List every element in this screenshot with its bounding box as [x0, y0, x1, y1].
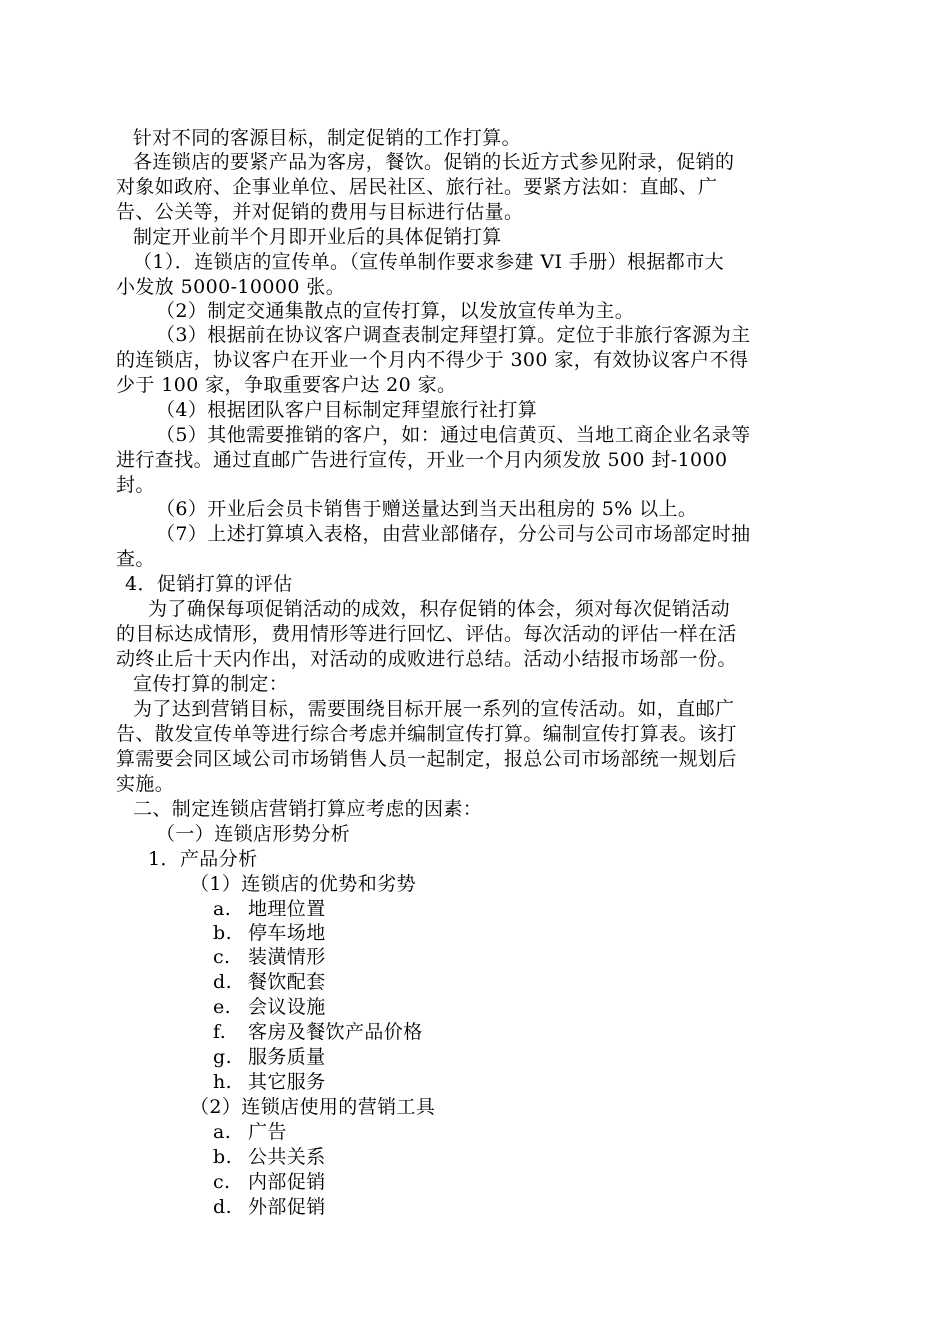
publicity-line-3: 算需要会同区域公司市场销售人员一起制定，报总公司市场部统一规划后 — [116, 748, 737, 770]
list-item — [213, 1195, 326, 1220]
item-7-line-2: 查。 — [116, 548, 155, 570]
list-marker: f. — [213, 1021, 227, 1043]
list-item-label: 装潢情形 — [248, 946, 326, 968]
list-marker: b. — [213, 1146, 233, 1168]
list-item-label: 服务质量 — [248, 1046, 326, 1068]
product-analysis-heading: 1．产品分析 — [148, 848, 258, 870]
section-4-heading: 4．促销打算的评估 — [125, 573, 293, 595]
item-4: （4）根据团队客户目标制定拜望旅行社打算 — [156, 399, 538, 421]
list-item-label: 地理位置 — [248, 898, 326, 920]
subsection-1-heading: （一）连锁店形势分析 — [156, 823, 351, 845]
list-marker: a. — [213, 1121, 232, 1143]
list-item — [213, 1170, 326, 1195]
paragraph-plan-title: 制定开业前半个月即开业后的具体促销打算 — [133, 226, 502, 248]
list-item-label: 外部促销 — [248, 1196, 326, 1218]
list-item — [213, 1120, 287, 1145]
list-item-label: 公共关系 — [248, 1146, 326, 1168]
list-item-label: 其它服务 — [248, 1071, 326, 1093]
publicity-heading: 宣传打算的制定： — [133, 673, 289, 695]
evaluation-line-2: 的目标达成情形，费用情形等进行回忆、评估。每次活动的评估一样在活 — [116, 623, 737, 645]
list-item — [213, 1020, 423, 1045]
list-item — [213, 1070, 326, 1095]
list-item — [213, 921, 326, 946]
list-item — [213, 995, 326, 1020]
publicity-line-2: 告、散发宣传单等进行综合考虑并编制宣传打算。编制宣传打算表。该打 — [116, 723, 737, 745]
list-item-label: 餐饮配套 — [248, 971, 326, 993]
item-3-line-2: 的连锁店，协议客户在开业一个月内不得少于 300 家，有效协议客户不得 — [116, 349, 749, 371]
evaluation-line-3: 动终止后十天内作出，对活动的成败进行总结。活动小结报市场部一份。 — [116, 648, 737, 670]
advantages-heading: （1）连锁店的优势和劣势 — [190, 873, 416, 895]
list-item-label: 会议设施 — [248, 996, 326, 1018]
item-3-line-3: 少于 100 家，争取重要客户达 20 家。 — [116, 374, 457, 396]
item-1-line-1: （1）．连锁店的宣传单。（宣传单制作要求参建 VI 手册）根据都市大 — [133, 251, 724, 273]
list-item-label: 广告 — [248, 1121, 287, 1143]
paragraph-products-line-2: 对象如政府、企事业单位、居民社区、旅行社。要紧方法如：直邮、广 — [116, 176, 718, 198]
item-5-line-2: 进行查找。通过直邮广告进行宣传，开业一个月内须发放 500 封-1000 — [116, 449, 728, 471]
publicity-line-1: 为了达到营销目标，需要围绕目标开展一系列的宣传活动。如，直邮广 — [133, 698, 735, 720]
list-item — [213, 897, 326, 922]
list-item — [213, 945, 326, 970]
item-3-line-1: （3）根据前在协议客户调查表制定拜望打算。定位于非旅行客源为主 — [156, 324, 751, 346]
list-marker: b. — [213, 922, 233, 944]
list-item-label: 内部促销 — [248, 1171, 326, 1193]
item-7-line-1: （7）上述打算填入表格，由营业部储存，分公司与公司市场部定时抽 — [156, 523, 751, 545]
item-6: （6）开业后会员卡销售于赠送量达到当天出租房的 5% 以上。 — [156, 498, 698, 520]
list-item-label: 停车场地 — [248, 922, 326, 944]
list-marker: c. — [213, 1171, 231, 1193]
item-1-line-2: 小发放 5000-10000 张。 — [116, 276, 346, 298]
list-marker: e. — [213, 996, 232, 1018]
list-item — [213, 970, 326, 995]
evaluation-line-1: 为了确保每项促销活动的成效，积存促销的体会，须对每次促销活动 — [148, 598, 731, 620]
list-item — [213, 1145, 326, 1170]
section-2-heading: 二、制定连锁店营销打算应考虑的因素： — [133, 798, 483, 820]
item-2: （2）制定交通集散点的宣传打算，以发放宣传单为主。 — [156, 300, 635, 322]
list-item-label: 客房及餐饮产品价格 — [248, 1021, 423, 1043]
list-item — [213, 1045, 326, 1070]
marketing-tools-heading: （2）连锁店使用的营销工具 — [190, 1096, 436, 1118]
list-marker: g. — [213, 1046, 233, 1068]
list-marker: d. — [213, 1196, 233, 1218]
publicity-line-4: 实施。 — [116, 773, 175, 795]
list-marker: h. — [213, 1071, 233, 1093]
list-marker: d. — [213, 971, 233, 993]
paragraph-products-line-3: 告、公关等，并对促销的费用与目标进行估量。 — [116, 201, 524, 223]
list-marker: a. — [213, 898, 232, 920]
list-marker: c. — [213, 946, 231, 968]
paragraph-goal: 针对不同的客源目标，制定促销的工作打算。 — [133, 127, 522, 149]
item-5-line-1: （5）其他需要推销的客户，如：通过电信黄页、当地工商企业名录等 — [156, 424, 751, 446]
item-5-line-3: 封。 — [116, 474, 155, 496]
paragraph-products-line-1: 各连锁店的要紧产品为客房，餐饮。促销的长近方式参见附录，促销的 — [133, 151, 735, 173]
